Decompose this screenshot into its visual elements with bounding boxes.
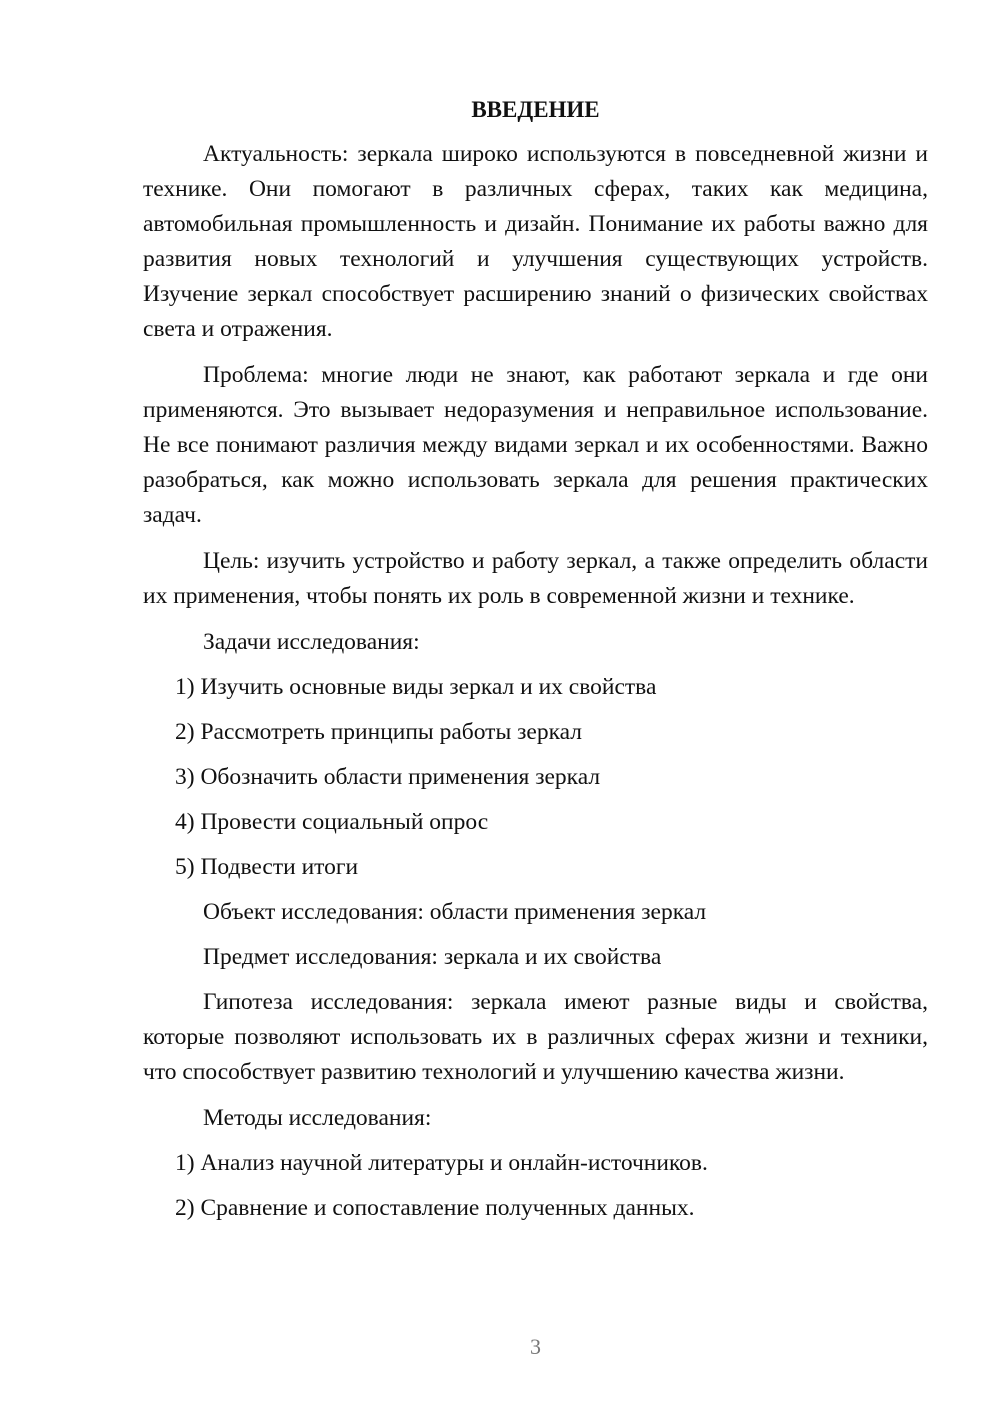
task-item: 3) Обозначить области применения зеркал xyxy=(175,764,601,790)
methods-title: Методы исследования: xyxy=(203,1105,432,1131)
relevance-paragraph: Актуальность: зеркала широко используются в повседневной жизни и технике. Они помогают в различных сферах, таких как медицина, автомобильная промышленность и дизайн. Понимание их работы важно для развития новых технологий и улучшения существующих устройств. Изучение зеркал способствует расширению знаний о физических свойствах света и отражения. xyxy=(143,141,928,342)
tasks-title: Задачи исследования: xyxy=(203,629,420,655)
research-subject: Предмет исследования: зеркала и их свойства xyxy=(203,944,662,970)
section-heading: ВВЕДЕНИЕ xyxy=(471,97,600,122)
hypothesis-paragraph: Гипотеза исследования: зеркала имеют разные виды и свойства, которые позволяют использовать их в различных сферах жизни и техники, что способствует развитию технологий и улучшению качества жизни. xyxy=(143,989,928,1085)
research-object: Объект исследования: области применения зеркал xyxy=(203,899,707,925)
task-item: 5) Подвести итоги xyxy=(175,854,359,880)
task-item: 4) Провести социальный опрос xyxy=(175,809,489,835)
task-item: 1) Изучить основные виды зеркал и их свойства xyxy=(175,674,657,700)
goal-paragraph: Цель: изучить устройство и работу зеркал, а также определить области их применения, чтобы понять их роль в современной жизни и технике. xyxy=(143,548,928,609)
page-number: 3 xyxy=(530,1334,541,1359)
problem-paragraph: Проблема: многие люди не знают, как работают зеркала и где они применяются. Это вызывает недоразумения и неправильное использование. Не все понимают различия между видами зеркал и их особенностями. Важно разобраться, как можно использовать зеркала для решения практических задач. xyxy=(143,362,928,528)
method-item: 1) Анализ научной литературы и онлайн-источников. xyxy=(175,1150,708,1176)
task-item: 2) Рассмотреть принципы работы зеркал xyxy=(175,719,582,745)
method-item: 2) Сравнение и сопоставление полученных данных. xyxy=(175,1195,695,1221)
page-content xyxy=(143,92,928,1236)
